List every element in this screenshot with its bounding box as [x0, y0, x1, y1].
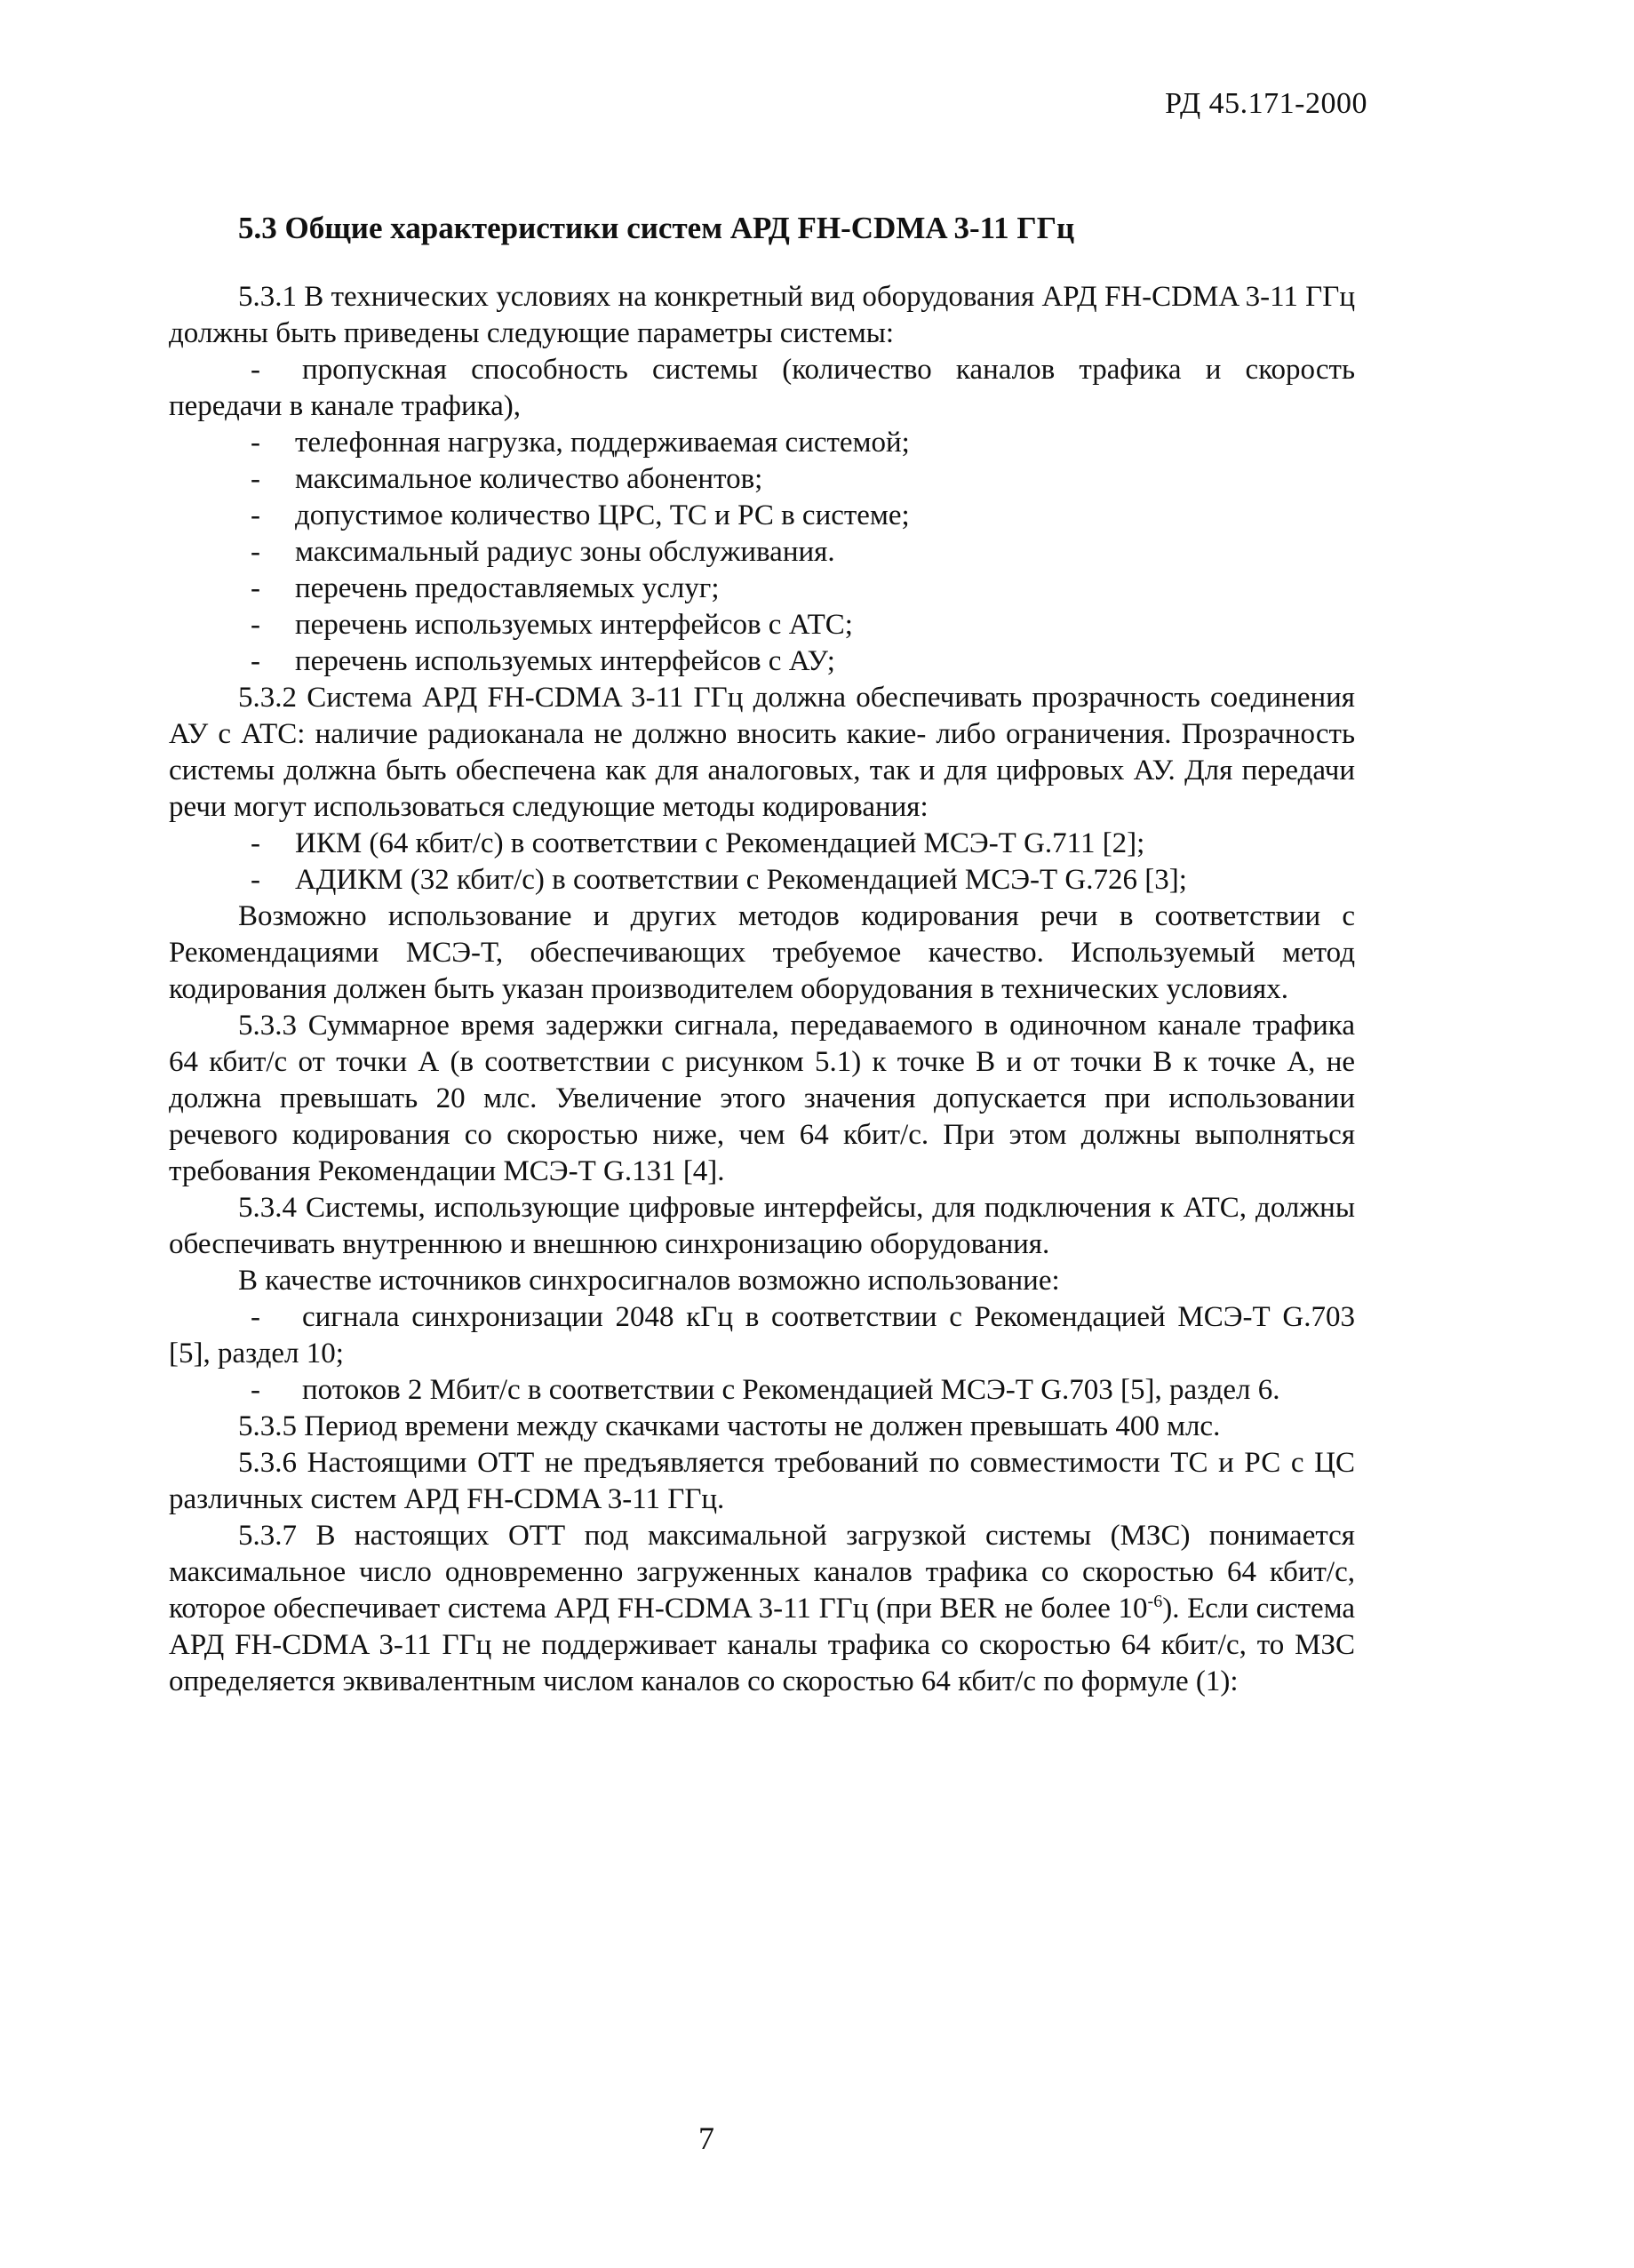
document-code: РД 45.171-2000	[1165, 87, 1367, 120]
text-blocks	[169, 279, 1355, 1518]
paragraph: 5.3.4 Системы, использующие цифровые интерфейсы, для подключения к АТС, должны обеспечивать внутреннюю и внешнюю синхронизацию оборудования.	[169, 1192, 1355, 1260]
list-item	[169, 862, 1355, 898]
list-item-text: телефонная нагрузка, поддерживаемая системой;	[295, 427, 910, 459]
list-item-text: допустимое количество ЦРС, ТС и РС в системе;	[295, 499, 910, 531]
list-item-text: пропускная способность системы (количество каналов трафика и скорость передачи в канале трафика),	[169, 354, 1355, 422]
list-item	[169, 534, 1355, 571]
exponent: -6	[1147, 1592, 1163, 1611]
list-item-text: перечень используемых интерфейсов с АТС;	[295, 609, 853, 641]
list-item	[169, 498, 1355, 534]
list-dash: -	[251, 499, 260, 531]
list-dash: -	[251, 1374, 260, 1406]
list-item-text: перечень предоставляемых услуг;	[295, 572, 720, 604]
list-item-text: потоков 2 Мбит/с в соответствии с Рекомендацией МСЭ-Т G.703 [5], раздел 6.	[302, 1374, 1280, 1406]
paragraph: Возможно использование и других методов кодирования речи в соответствии с Рекомендациями МСЭ-Т, обеспечивающих требуемое качество. Используемый метод кодирования должен быть указан производителем оборудования в технических условиях.	[169, 900, 1355, 1005]
list-dash: -	[251, 864, 260, 896]
paragraph: 5.3.1 В технических условиях на конкретный вид оборудования АРД FH-CDMA 3-11 ГГц должны быть приведены следующие параметры системы:	[169, 281, 1355, 349]
page-number: 7	[698, 2120, 714, 2156]
paragraph: 5.3.2 Система АРД FH-CDMA 3-11 ГГц должна обеспечивать прозрачность соединения АУ с АТС: наличие радиоканала не должно вносить какие- либо ограничения. Прозрачность системы должна быть обеспечена как для аналоговых, так и для цифровых АУ. Для передачи речи могут использоваться следующие методы кодирования:	[169, 682, 1355, 823]
paragraph: 5.3.5 Период времени между скачками частоты не должен превышать 400 млс.	[238, 1410, 1221, 1442]
page-content	[169, 210, 1355, 1700]
list-item	[169, 607, 1355, 643]
paragraph: 5.3.6 Настоящими ОТТ не предъявляется требований по совместимости ТС и РС с ЦС различных систем АРД FH-CDMA 3-11 ГГц.	[169, 1447, 1355, 1515]
list-dash: -	[251, 1301, 260, 1333]
paragraph-5-3-7	[169, 1518, 1355, 1700]
list-dash: -	[251, 827, 260, 859]
list-dash: -	[251, 572, 260, 604]
list-item	[169, 461, 1355, 498]
list-item	[169, 1299, 1355, 1372]
list-item-text: АДИКМ (32 кбит/с) в соответствии с Рекомендацией МСЭ-Т G.726 [3];	[295, 864, 1187, 896]
list-dash: -	[251, 427, 260, 459]
list-dash: -	[251, 536, 260, 568]
list-dash: -	[251, 645, 260, 677]
list-item-text: максимальный радиус зоны обслуживания.	[295, 536, 835, 568]
list-item	[169, 643, 1355, 680]
list-item	[169, 352, 1355, 425]
list-item-text: ИКМ (64 кбит/с) в соответствии с Рекомендацией МСЭ-Т G.711 [2];	[295, 827, 1145, 859]
list-item-text: максимальное количество абонентов;	[295, 463, 763, 495]
paragraph-5-3-7-part-2: ). Если система АРД FH-CDMA 3-11 ГГц не поддерживает каналы трафика со скоростью 64 кбит/с, то МЗС определяется эквивалентным числом каналов со скоростью 64 кбит/с по формуле (1):	[169, 1593, 1356, 1697]
list-dash: -	[251, 354, 260, 386]
list-item-text: перечень используемых интерфейсов с АУ;	[295, 645, 835, 677]
list-item	[169, 571, 1355, 607]
list-dash: -	[251, 463, 260, 495]
list-item-text: сигнала синхронизации 2048 кГц в соответствии с Рекомендацией МСЭ-Т G.703 [5], раздел 10;	[169, 1301, 1355, 1370]
list-item	[169, 425, 1355, 461]
list-dash: -	[251, 609, 260, 641]
paragraph-5-3-7-part-1: 5.3.7 В настоящих ОТТ под максимальной загрузкой системы (МЗС) понимается максимальное число одновременно загруженных каналов трафика со скоростью 64 кбит/с, которое обеспечивает система АРД FH-CDMA 3-11 ГГц (при BER не более 10	[169, 1520, 1355, 1625]
paragraph: В качестве источников синхросигналов возможно использование:	[238, 1265, 1060, 1297]
paragraph: 5.3.3 Суммарное время задержки сигнала, передаваемого в одиночном канале трафика 64 кбит/с от точки А (в соответствии с рисунком 5.1) к точке В и от точки В к точке А, не должна превышать 20 млс. Увеличение этого значения допускается при использовании речевого кодирования со скоростью ниже, чем 64 кбит/с. При этом должны выполняться требования Рекомендации МСЭ-Т G.131 [4].	[169, 1010, 1355, 1187]
list-item	[169, 1372, 1355, 1409]
list-item	[169, 826, 1355, 862]
section-heading: 5.3 Общие характеристики систем АРД FH-CDMA 3-11 ГГц	[238, 211, 1075, 245]
